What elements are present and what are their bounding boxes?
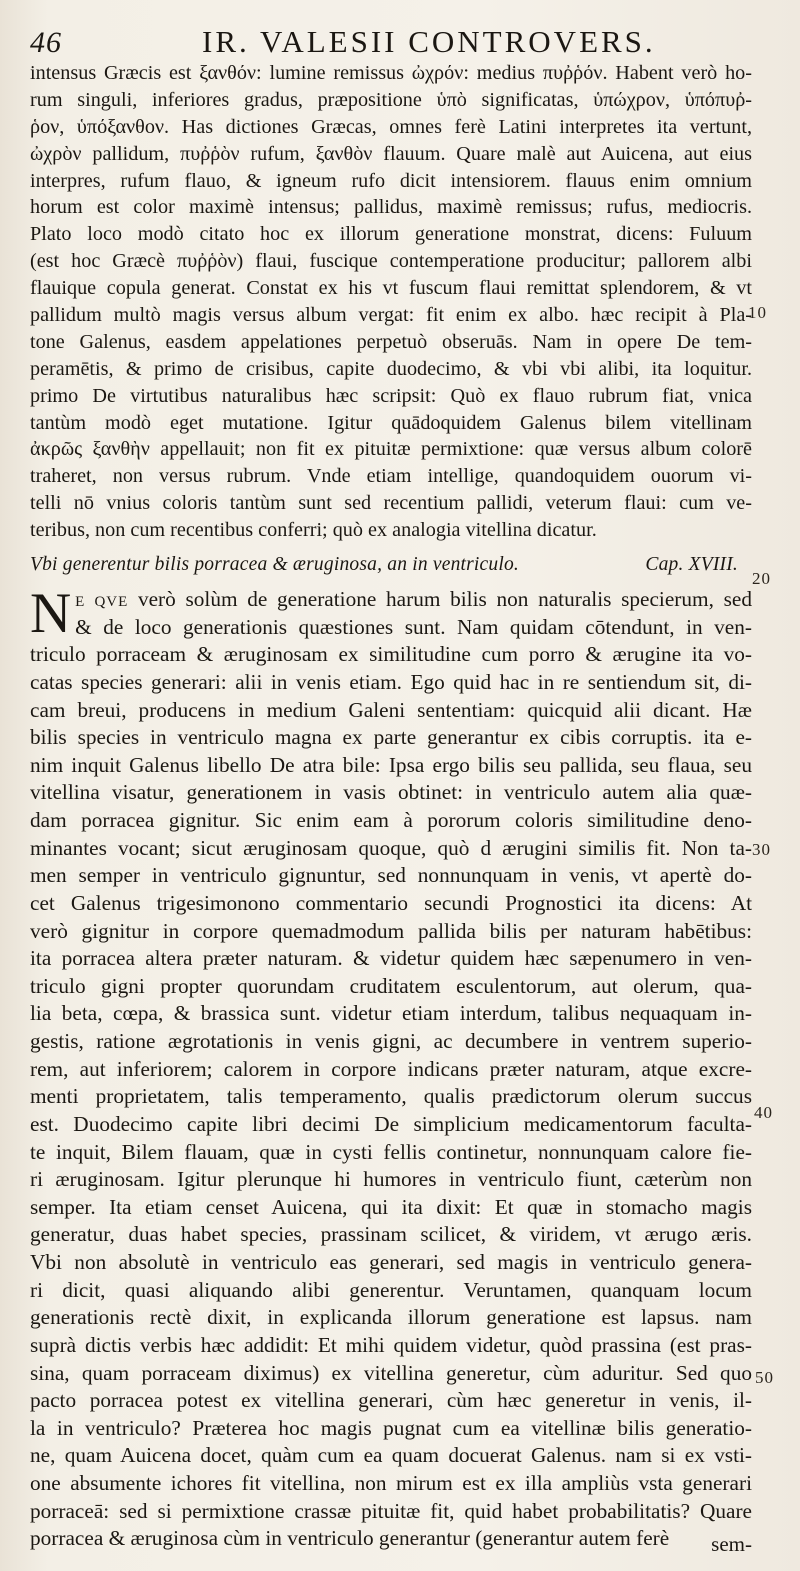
text-line: semper. Ita etiam censet Auicena, qui ita dixit: Et quæ in stomacho magis bbox=[30, 1194, 752, 1219]
text-line: Vbi non absolutè in ventriculo eas generari, sed magis in ventriculo genera- bbox=[30, 1250, 752, 1274]
text-line: peramētis, & primo de crisibus, capite duodecimo, & vbi vbi alibi, ita loquitur. bbox=[30, 357, 752, 380]
text-line: traheret, non versus rubrum. Vnde etiam intellige, quandoquidem ouorum vi- bbox=[30, 465, 752, 488]
text-line: generationis rectè dixit, in explicanda illorum generatione est lapsus. nam bbox=[30, 1305, 752, 1330]
text-line: te inquit, Bilem flauam, quæ in cysti fellis continetur, nonnunquam calore fie- bbox=[30, 1139, 752, 1164]
text-line: rem, aut inferiorem; calorem in corpore indicans præter naturam, atque excre- bbox=[30, 1056, 752, 1081]
text-line: intensus Græcis est ξανθόν: lumine remissus ὠχρόν: medius πυῤῥόν. Habent verò ho- bbox=[30, 62, 752, 84]
margin-line-number: 50 bbox=[755, 1368, 774, 1387]
text-line: lia beta, cœpa, & brassica sunt. videtur etiam interdum, talibus nequaquam in- bbox=[30, 1001, 752, 1026]
text-block-2 bbox=[30, 582, 752, 1553]
catchword: sem- bbox=[711, 1532, 752, 1556]
text-line: triculo gigni propter quorundam cruditatem esculentorum, aut olerum, qua- bbox=[30, 973, 752, 998]
text-line bbox=[75, 586, 752, 614]
text-line: interpres, rufum flauo, & igneum rufo dicit intensiorem. flauus enim omnium bbox=[30, 169, 752, 192]
text-line: primo De virtutibus naturalibus hæc scripsit: Quò ex flauo rubrum fiat, vnica bbox=[30, 384, 752, 407]
drop-cap: N bbox=[30, 582, 72, 645]
chapter-number: Cap. XVIII. bbox=[645, 554, 738, 575]
text-line: porraceā: sed si permixtione crassæ pituitæ fit, quid habet probabilitatis? Quare bbox=[30, 1498, 752, 1523]
text-line: sina, quam porraceam diximus) ex vitellina generetur, cùm aduritur. Sed quo bbox=[30, 1360, 752, 1385]
text-line: men semper in ventriculo gignuntur, sed nonnunquam in venis, vt apertè do- bbox=[30, 863, 752, 888]
text-line: teribus, non cum recentibus conferri; quò ex analogia vitellina dicatur. bbox=[30, 519, 597, 542]
margin-line-number: 10 bbox=[748, 303, 767, 322]
text-line: ne, quam Auicena docet, quàm cum ea quam docuerat Galenus. nam si ex vsti- bbox=[30, 1443, 752, 1468]
text-line: pallidum multò magis versus album vergat: fit enim ex albo. hæc recipit à Pla- bbox=[30, 304, 752, 327]
text-line: bilis species in ventriculo magna ex parte generantur ex cibis corruptis. ita e- bbox=[30, 725, 752, 750]
text-line: ὠχρὸν pallidum, πυῤῥὸν rufum, ξανθὸν flauum. Quare malè aut Auicena, aut eius bbox=[30, 142, 752, 165]
text-line: ita porracea altera præter naturam. & videtur quidem hæc sæpenumero in ven- bbox=[30, 946, 752, 971]
text-line: tantùm modò eget mutatione. Igitur quādoquidem Galenus bilem vitellinam bbox=[30, 411, 752, 434]
text-line: dam porracea gignitur. Sic enim eam à pororum coloris similitudine deno- bbox=[30, 808, 752, 832]
chapter-heading bbox=[30, 554, 752, 576]
text-line: cam breui, producens in medium Galeni sententiam: quicquid alii dicant. Hæ bbox=[30, 697, 752, 722]
text-line: vitellina visatur, generationem in vasis obtinet: in ventriculo autem alia quæ- bbox=[30, 780, 752, 805]
text-line: telli nō vnius coloris tantùm sunt sed recentium pallidi, veterum flaui: cum ve- bbox=[30, 492, 752, 515]
text-line: verò gignitur in corpore quemadmodum pallida bilis per naturam habētibus: bbox=[30, 918, 752, 943]
text-line: la in ventriculo? Præterea hoc magis pugnat cum ea vitellinæ bilis generatio- bbox=[30, 1415, 752, 1440]
page-header bbox=[30, 18, 750, 62]
text-line: triculo porraceam & æruginosam ex similitudine cum porro & ærugine ita vo- bbox=[30, 642, 752, 667]
text-line: est. Duodecimo capite libri decimi De simplicium medicamentorum facultа- bbox=[30, 1111, 752, 1136]
text-line: tone Galenus, easdem appelationes perpetuò obseruās. Nam in opere De tem- bbox=[30, 330, 752, 353]
page-number: 46 bbox=[30, 26, 62, 59]
text-line: ἀκρῶς ξανθὴν appellauit; non fit ex pituitæ permixtione: quæ versus album colorē bbox=[30, 438, 752, 461]
text-line: minantes vocant; sicut æruginosam quoque, quò d ærugini similis fit. Non ta- bbox=[30, 835, 752, 860]
margin-line-number: 20 bbox=[752, 569, 771, 588]
text-line: menti proprietatem, talis temperamento, qualis prædictorum olerum succus bbox=[30, 1084, 752, 1109]
text-line: rum singuli, inferiores gradus, præpositione ὑπὸ significatas, ὑπώχρον, ὑπόπυῤ- bbox=[30, 88, 752, 111]
text-line: (est hoc Græcè πυῤῥὸν) flaui, fuscique contemperatione producitur; pallorem albi bbox=[30, 250, 752, 273]
text-line: Plato loco modò citato hoc ex illorum generatione monstrat, dicens: Fuluum bbox=[30, 223, 752, 246]
text-line: suprà dictis verbis hæc addidit: Et mihi quidem videtur, quòd prassina (est pras- bbox=[30, 1332, 752, 1357]
margin-line-number: 30 bbox=[752, 840, 771, 859]
text-line: & de loco generationis quæstiones sunt. Nam quidam cōtendunt, in ven- bbox=[75, 614, 752, 639]
text-line: horum est color maximè intensus; pallidus, maximè remissus; rufus, mediocris. bbox=[30, 196, 752, 219]
text-line: cet Galenus trigesimonono commentario secundi Prognostici ita dicens: At bbox=[30, 890, 752, 915]
text-line: ῥον, ὑπόξανθον. Has dictiones Græcas, omnes ferè Latini interpretes ita vertunt, bbox=[30, 115, 752, 138]
text-line: catas species generari: alii in venis etiam. Ego quid hac in re sentiendum sit, di- bbox=[30, 669, 752, 694]
chapter-title: Vbi generentur bilis porracea & æruginosa, an in ventriculo. bbox=[30, 554, 519, 575]
text-line: ri æruginosam. Igitur plerunque hi humores in ventriculo fiunt, cæterùm non bbox=[30, 1167, 752, 1192]
text-line: nim inquit Galenus libello De atra bile: Ipsa ergo bilis seu pallida, seu flaua, seu bbox=[30, 752, 752, 777]
text-block-1 bbox=[30, 60, 752, 544]
running-head: IR. VALESII CONTROVERS. bbox=[202, 24, 656, 59]
text-line: pacto porracea potest ex vitellina generari, cùm hæc generetur in venis, il- bbox=[30, 1388, 752, 1413]
text-line: gestis, ratione ægrotationis in venis gigni, ac decumbere in ventrem superio- bbox=[30, 1029, 752, 1053]
margin-line-number: 40 bbox=[754, 1103, 773, 1122]
text-line: ri dicit, quasi aliquando alibi generentur. Veruntamen, quanquam locum bbox=[30, 1277, 752, 1302]
small-caps-word: E QVE bbox=[75, 594, 129, 610]
text-line: one absumente ichores fit vitellina, non mirum est ex illa ampliùs vsta generari bbox=[30, 1471, 752, 1495]
text-line-content: verò solùm de generatione harum bilis non naturalis specierum, sed bbox=[128, 587, 752, 611]
text-line: porracea & æruginosa cùm in ventriculo generantur (generantur autem ferè bbox=[30, 1526, 670, 1551]
text-line: generatur, duas habet species, prassinam scilicet, & viridem, vt ærugo æris. bbox=[30, 1222, 752, 1247]
text-line: flauique copula generat. Constat ex his vt fuscum flaui remittat splendorem, & vt bbox=[30, 277, 752, 300]
